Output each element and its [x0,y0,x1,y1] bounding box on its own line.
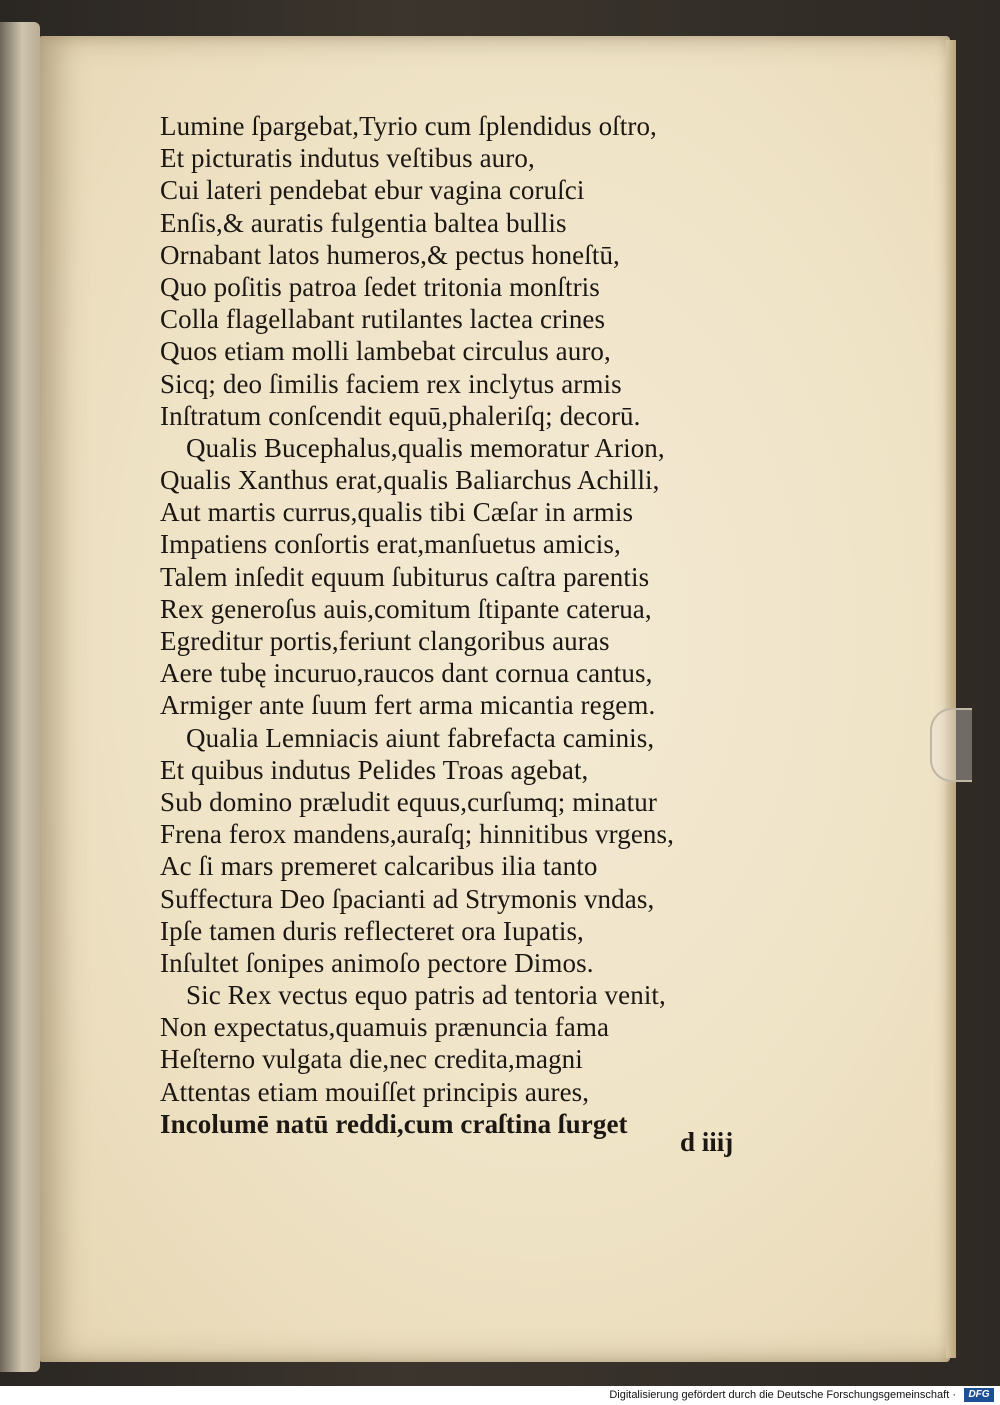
text-line: Qualis Bucephalus,qualis memoratur Arion, [186,432,665,463]
text-line: Rex generoſus auis,comitum ſtipante caterua, [160,593,652,624]
credit-text: Digitalisierung gefördert durch die Deutsche Forschungsgemeinschaft · [609,1389,956,1401]
text-line: Qualia Lemniacis aiunt fabrefacta caminis, [186,722,655,753]
text-line: Sicq; deo ſimilis faciem rex inclytus armis [160,368,622,399]
text-line: Non expectatus,quamuis prænuncia fama [160,1012,610,1043]
text-line: Quos etiam molli lambebat circulus auro, [160,336,611,367]
text-line: Cui lateri pendebat ebur vagina coruſci [160,175,585,206]
text-line: Sic Rex vectus equo patris ad tentoria venit, [186,980,666,1011]
text-line: Colla flagellabant rutilantes lactea crines [160,304,606,335]
left-page-edge [0,22,40,1372]
text-line: Inſultet ſonipes animoſo pectore Dimos. [160,947,594,978]
text-line: Et quibus indutus Pelides Troas agebat, [160,754,589,785]
text-line: Inſtratum conſcendit equū,phaleriſq; decorū. [160,400,641,431]
text-line: Heſterno vulgata die,nec credita,magni [160,1044,583,1075]
dfg-logo-icon: DFG [964,1388,994,1402]
text-line: Sub domino præludit equus,curſumq; minatur [160,786,657,817]
text-line: Incolumē natū reddi,cum craſtina ſurget [160,1108,628,1139]
poem-text [160,110,790,1140]
text-line: Lumine ſpargebat,Tyrio cum ſplendidus oſtro, [160,111,657,141]
signature-mark: d iiij [680,1127,734,1157]
text-line: Talem inſedit equum ſubiturus caſtra parentis [160,561,650,592]
text-line: Qualis Xanthus erat,qualis Baliarchus Achilli, [160,465,660,496]
text-line: Enſis,& auratis fulgentia baltea bullis [160,207,567,238]
text-line: Aut martis currus,qualis tibi Cæſar in armis [160,497,634,528]
text-line: Frena ferox mandens,auraſq; hinnitibus vrgens, [160,819,674,850]
text-line: Quo poſitis patroa ſedet tritonia monſtris [160,271,600,302]
text-line: Impatiens conſortis erat,manſuetus amicis, [160,529,621,560]
text-line: Ipſe tamen duris reflecteret ora Iupatis, [160,915,584,946]
text-line: Suffectura Deo ſpacianti ad Strymonis vndas, [160,883,655,914]
text-line: Et picturatis indutus veſtibus auro, [160,143,535,174]
text-line: Attentas etiam mouiſſet principis aures, [160,1076,590,1107]
clasp-clip [930,708,972,782]
text-line: Egreditur portis,feriunt clangoribus auras [160,626,610,656]
text-line: Aere tubę incuruo,raucos dant cornua cantus, [160,658,653,689]
text-line: Ac ſi mars premeret calcaribus ilia tanto [160,851,598,882]
page-fore-edge [946,40,956,1358]
text-line: Ornabant latos humeros,& pectus honeſtū, [160,239,620,270]
footer-bar [0,1386,1000,1405]
text-line: Armiger ante ſuum fert arma micantia regem. [160,690,656,721]
